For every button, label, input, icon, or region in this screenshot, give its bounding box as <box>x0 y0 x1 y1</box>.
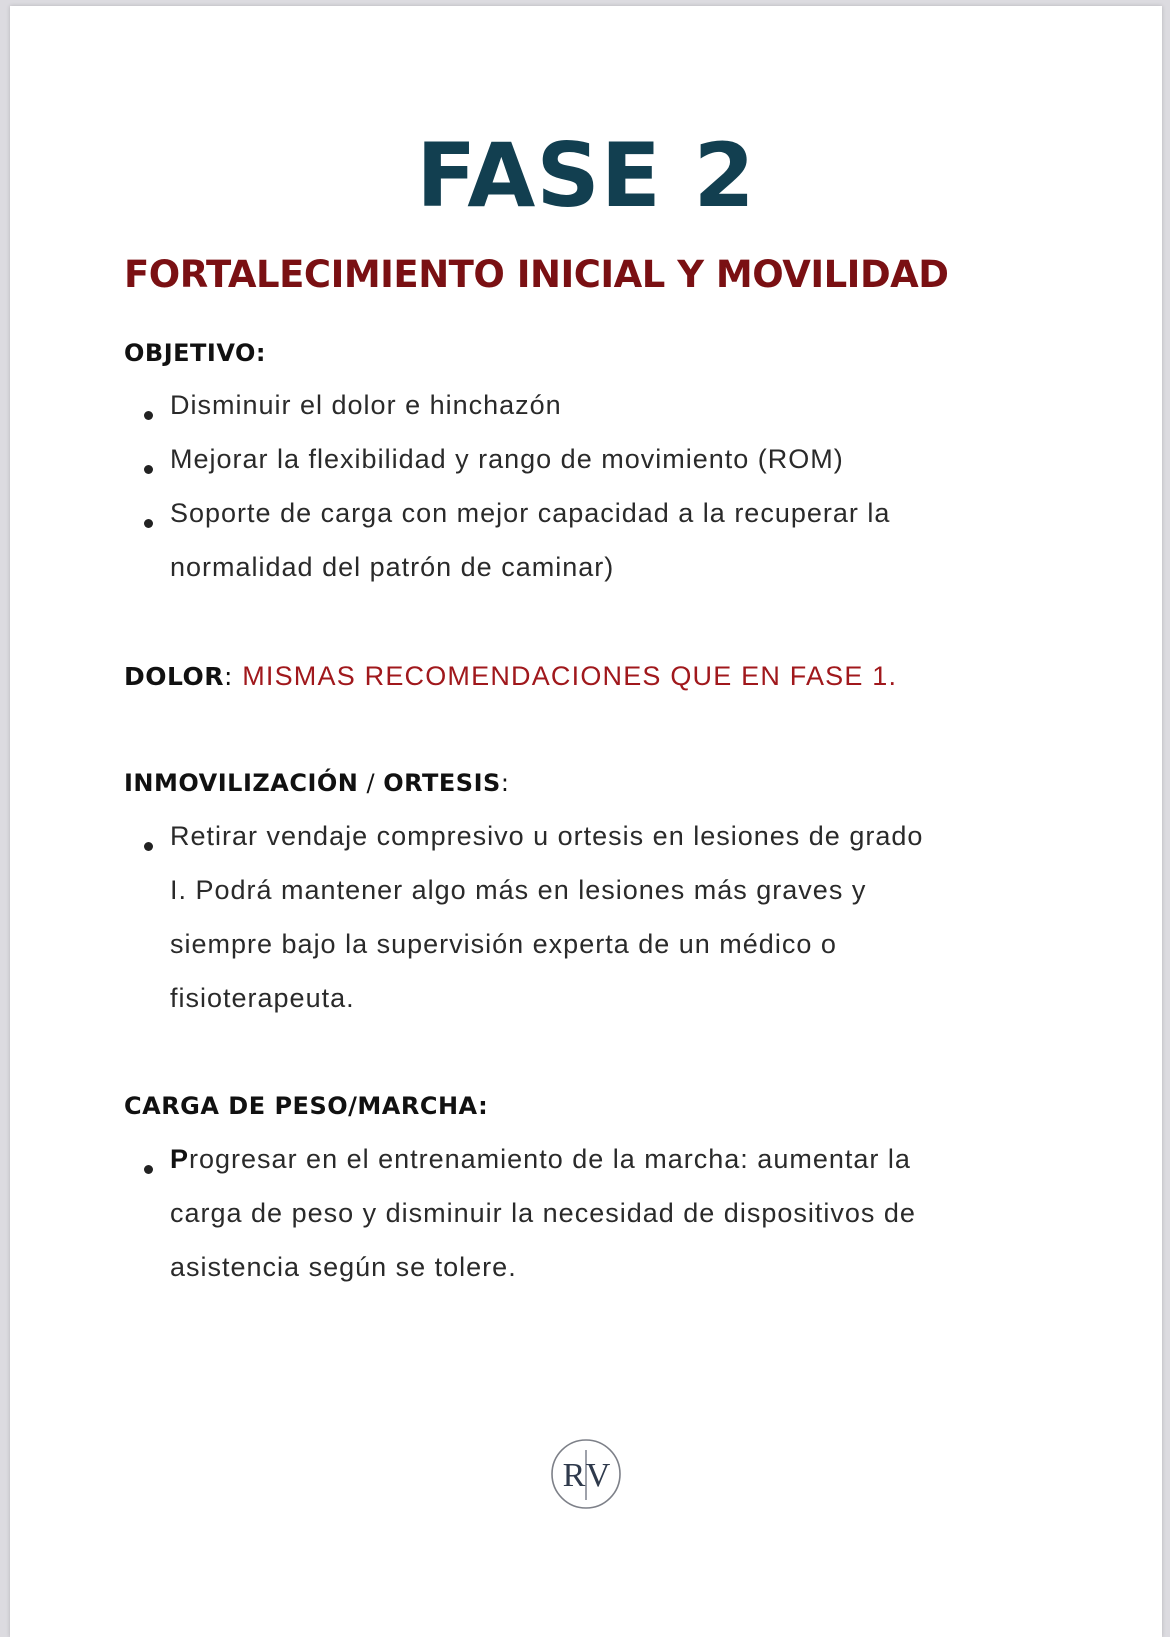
dolor-separator: : <box>224 662 233 691</box>
document-page <box>10 6 1162 1637</box>
carga-line: asistencia según se tolere. <box>170 1252 517 1282</box>
carga-heading: CARGA DE PESO/MARCHA: <box>124 1092 489 1120</box>
dolor-label: DOLOR <box>124 662 225 691</box>
carga-line-text: rogresar en el entrenamiento de la marcha: aumentar la <box>189 1144 911 1174</box>
page-subtitle: FORTALECIMIENTO INICIAL Y MOVILIDAD <box>124 253 949 296</box>
objetivo-item-continuation: normalidad del patrón de caminar) <box>170 552 615 582</box>
rv-monogram-logo-icon <box>550 1438 622 1510</box>
inmovilizacion-heading <box>124 769 509 797</box>
objetivo-heading: OBJETIVO: <box>124 339 266 367</box>
bullet-icon <box>144 465 153 474</box>
heading-separator: / <box>358 769 384 797</box>
dolor-text: MISMAS RECOMENDACIONES QUE EN FASE 1. <box>242 661 898 691</box>
inmovilizacion-heading-b: ORTESIS <box>383 769 501 797</box>
inmovilizacion-line: I. Podrá mantener algo más en lesiones más graves y <box>170 875 867 905</box>
carga-line: carga de peso y disminuir la necesidad de dispositivos de <box>170 1198 916 1228</box>
objetivo-item: Soporte de carga con mejor capacidad a la recuperar la <box>170 498 891 528</box>
page-title: FASE 2 <box>416 124 756 227</box>
inmovilizacion-line: Retirar vendaje compresivo u ortesis en lesiones de grado <box>170 821 924 851</box>
heading-colon: : <box>500 769 510 797</box>
dolor-line <box>124 661 897 692</box>
bullet-icon <box>144 1165 153 1174</box>
objetivo-item: Disminuir el dolor e hinchazón <box>170 390 562 420</box>
inmovilizacion-line: fisioterapeuta. <box>170 983 355 1013</box>
carga-first-letter: P <box>170 1144 190 1174</box>
logo-letter-r: R <box>562 1457 586 1494</box>
bullet-icon <box>144 411 153 420</box>
logo-letter-v: V <box>585 1457 611 1494</box>
inmovilizacion-heading-a: INMOVILIZACIÓN <box>124 769 359 797</box>
inmovilizacion-line: siempre bajo la supervisión experta de un médico o <box>170 929 837 959</box>
carga-line <box>170 1144 911 1175</box>
bullet-icon <box>144 842 153 851</box>
objetivo-item: Mejorar la flexibilidad y rango de movimiento (ROM) <box>170 444 844 474</box>
bullet-icon <box>144 519 153 528</box>
